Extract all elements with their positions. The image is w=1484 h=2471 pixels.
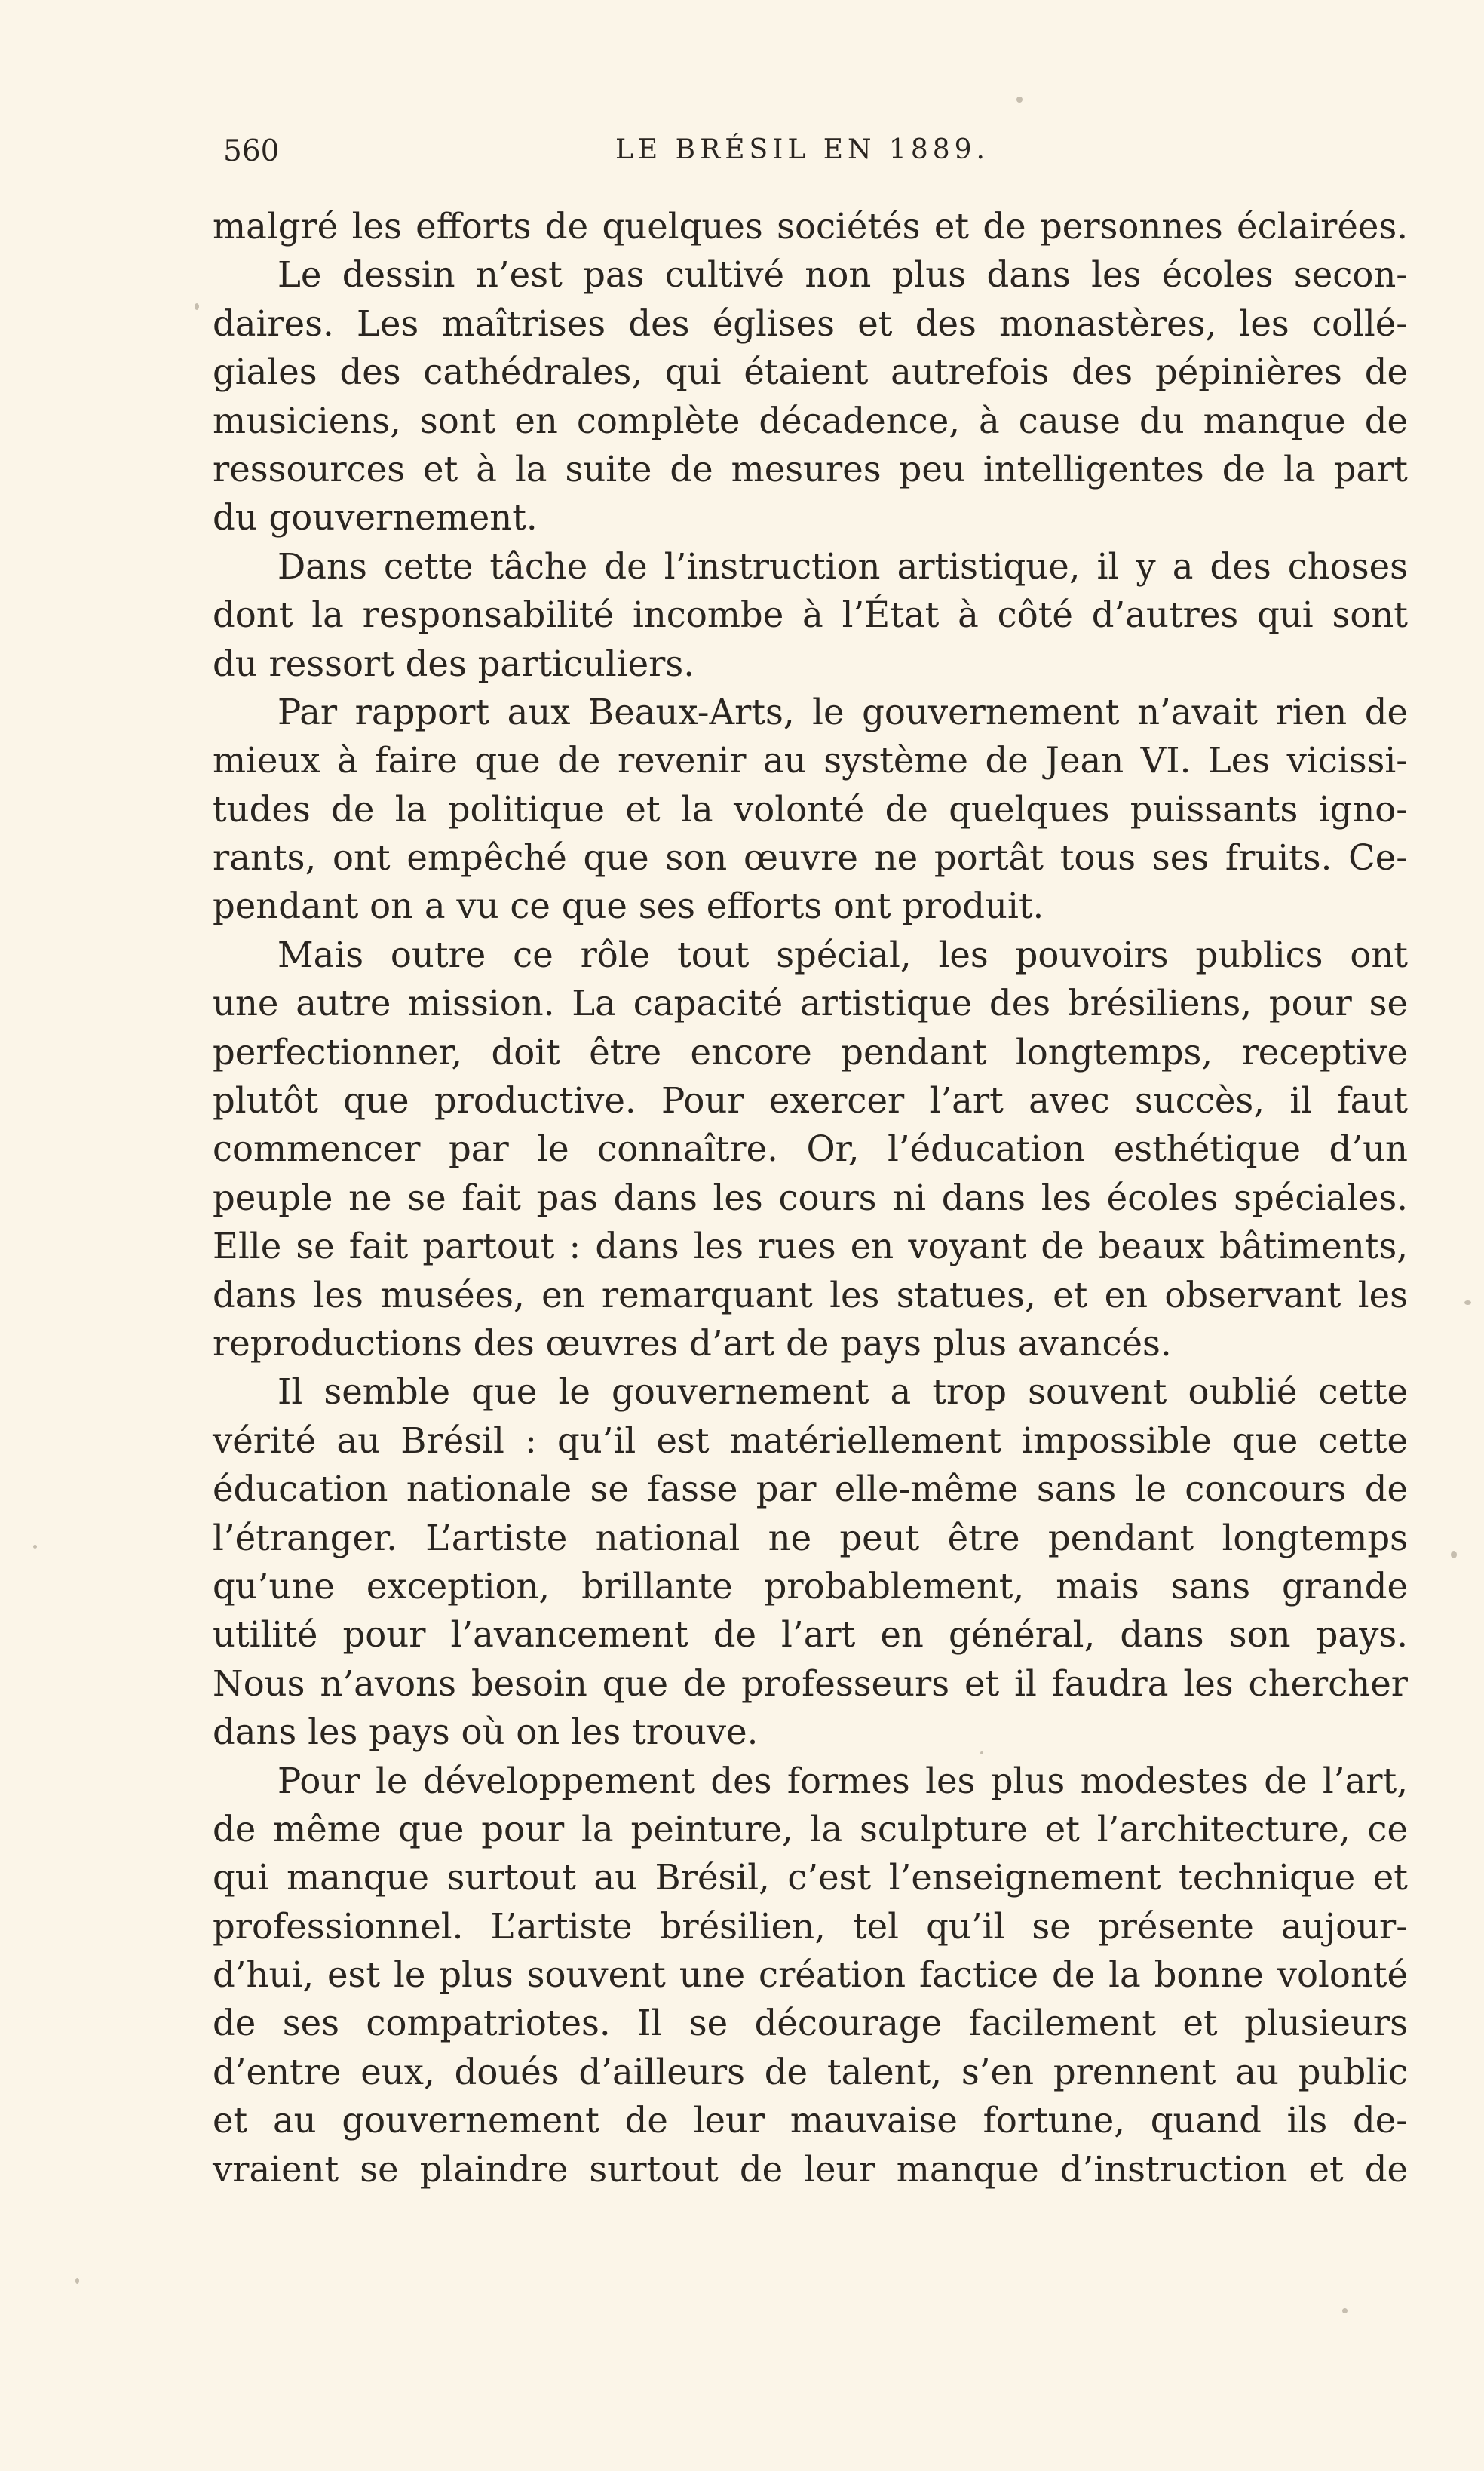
text-line: Nous n’avons besoin que de professeurs et il faudra les chercher bbox=[213, 1662, 1408, 1704]
text-line: pendant on a vu ce que ses efforts ont produit. bbox=[213, 886, 1044, 927]
text-line: de même que pour la peinture, la sculpture et l’architecture, ce bbox=[213, 1808, 1408, 1849]
paper-speck bbox=[1016, 97, 1023, 103]
text-line: giales des cathédrales, qui étaient autrefois des pépinières de bbox=[213, 351, 1408, 393]
page-number: 560 bbox=[223, 134, 280, 168]
text-line: mieux à faire que de revenir au système de Jean VI. Les vicissi- bbox=[213, 740, 1408, 781]
paper-speck bbox=[1451, 1551, 1457, 1558]
text-line: Dans cette tâche de l’instruction artistique, il y a des choses bbox=[277, 545, 1408, 587]
text-line: Par rapport aux Beaux-Arts, le gouvernement n’avait rien de bbox=[277, 691, 1408, 732]
text-line: perfectionner, doit être encore pendant longtemps, receptive bbox=[213, 1031, 1408, 1073]
running-title: LE BRÉSIL EN 1889. bbox=[615, 134, 989, 165]
text-line: vraient se plaindre surtout de leur manque d’instruction et de bbox=[213, 2148, 1408, 2190]
text-line: éducation nationale se fasse par elle-même sans le concours de bbox=[213, 1469, 1408, 1510]
text-line: musiciens, sont en complète décadence, à cause du manque de bbox=[213, 400, 1408, 441]
paper-speck bbox=[1464, 1300, 1471, 1305]
text-line: d’hui, est le plus souvent une création factice de la bonne volonté bbox=[213, 1954, 1408, 1996]
text-line: dont la responsabilité incombe à l’État à côté d’autres qui sont bbox=[213, 594, 1408, 636]
paper-speck bbox=[33, 1545, 37, 1549]
paper-speck bbox=[75, 2278, 79, 2284]
text-line: Elle se fait partout : dans les rues en voyant de beaux bâtiments, bbox=[213, 1226, 1408, 1267]
text-line: rants, ont empêché que son œuvre ne portât tous ses fruits. Ce- bbox=[213, 837, 1408, 879]
paper-speck bbox=[1342, 2308, 1348, 2313]
text-line: l’étranger. L’artiste national ne peut être pendant longtemps bbox=[213, 1517, 1408, 1558]
text-line: professionnel. L’artiste brésilien, tel qu’il se présente aujour- bbox=[213, 1905, 1408, 1947]
text-line: dans les musées, en remarquant les statues, et en observant les bbox=[213, 1274, 1408, 1315]
text-line: Il semble que le gouvernement a trop souvent oublié cette bbox=[277, 1371, 1408, 1413]
text-line: Pour le développement des formes les plus modestes de l’art, bbox=[277, 1760, 1408, 1801]
text-line: peuple ne se fait pas dans les cours ni dans les écoles spéciales. bbox=[213, 1177, 1408, 1218]
text-line: commencer par le connaître. Or, l’éducation esthétique d’un bbox=[213, 1128, 1408, 1170]
body-text bbox=[213, 202, 1408, 2193]
text-line: malgré les efforts de quelques sociétés et de personnes éclairées. bbox=[213, 206, 1408, 247]
text-line: de ses compatriotes. Il se décourage facilement et plusieurs bbox=[213, 2003, 1408, 2044]
text-line: du ressort des particuliers. bbox=[213, 643, 694, 684]
text-line: plutôt que productive. Pour exercer l’art avec succès, il faut bbox=[213, 1080, 1408, 1122]
text-line: Le dessin n’est pas cultivé non plus dans les écoles secon- bbox=[277, 254, 1408, 296]
text-line: d’entre eux, doués d’ailleurs de talent, s’en prennent au public bbox=[213, 2051, 1408, 2092]
text-line: une autre mission. La capacité artistique des brésiliens, pour se bbox=[213, 983, 1408, 1024]
paper-speck bbox=[195, 303, 199, 310]
text-line: du gouvernement. bbox=[213, 497, 538, 539]
text-line: daires. Les maîtrises des églises et des monastères, les collé- bbox=[213, 302, 1408, 344]
text-line: et au gouvernement de leur mauvaise fortune, quand ils de- bbox=[213, 2100, 1408, 2141]
text-line: reproductions des œuvres d’art de pays plus avancés. bbox=[213, 1322, 1172, 1364]
text-line: Mais outre ce rôle tout spécial, les pouvoirs publics ont bbox=[277, 934, 1408, 975]
text-line: qui manque surtout au Brésil, c’est l’enseignement technique et bbox=[213, 1857, 1408, 1899]
text-line: dans les pays où on les trouve. bbox=[213, 1711, 759, 1753]
paper-speck bbox=[980, 1751, 983, 1754]
text-line: ressources et à la suite de mesures peu intelligentes de la part bbox=[213, 448, 1408, 490]
text-line: tudes de la politique et la volonté de quelques puissants igno- bbox=[213, 788, 1408, 830]
text-line: utilité pour l’avancement de l’art en général, dans son pays. bbox=[213, 1614, 1408, 1656]
text-line: vérité au Brésil : qu’il est matériellement impossible que cette bbox=[213, 1420, 1408, 1461]
page-header bbox=[223, 134, 1415, 180]
text-line: qu’une exception, brillante probablement, mais sans grande bbox=[213, 1565, 1408, 1607]
